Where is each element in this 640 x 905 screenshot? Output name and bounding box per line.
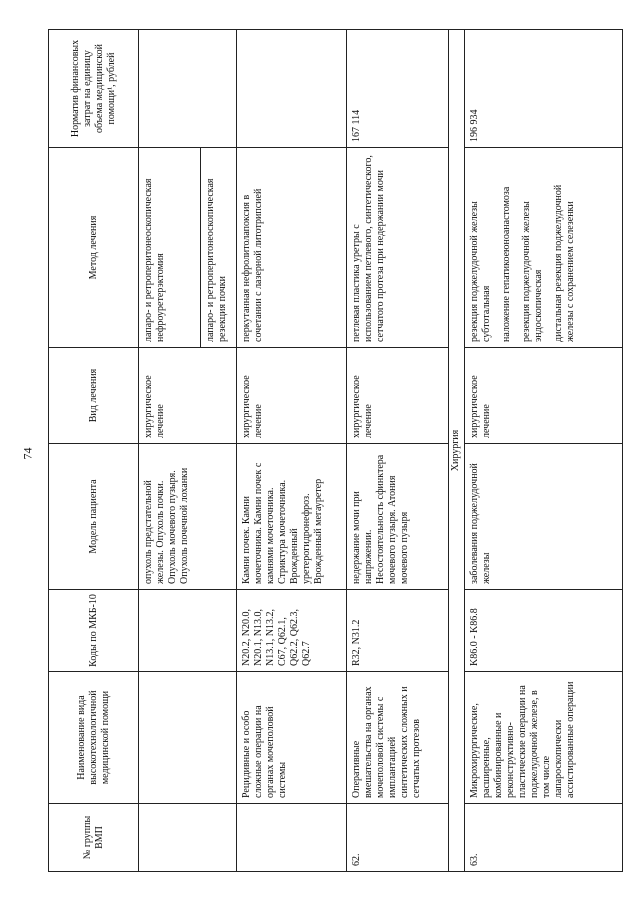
page-number: 74: [20, 447, 35, 460]
cell-norm: 196 934: [465, 30, 623, 148]
header-num: № группы ВМП: [49, 804, 139, 872]
section-row: [449, 30, 465, 872]
cell-codes: R32, N31.2: [347, 590, 449, 672]
cell-type: хирургическое лечение: [465, 348, 623, 444]
cell-num: 62.: [347, 804, 449, 872]
cell-method: перкутанная нефролитолапоксия в сочетании с лазерной литотрипсией: [237, 148, 347, 348]
table-row: [237, 30, 347, 872]
cell-type: хирургическое лечение: [237, 348, 347, 444]
section-title: Хирургия: [449, 30, 465, 872]
header-row: [49, 30, 139, 872]
cell-method: петлевая пластика уретры с использованием петлевого, синтетического, сетчатого протеза при недержании мочи: [347, 148, 449, 348]
cell-name: Оперативные вмешательства на органах мочеполовой системы с имплантацией синтетических сложных и сетчатых протезов: [347, 672, 449, 804]
cell-model: опухоль предстательной железы. Опухоль почки. Опухоль мочевого пузыря. Опухоль почечной лоханки: [139, 444, 237, 590]
cell-model: заболевания поджелудочной железы: [465, 444, 623, 590]
cell-type: хирургическое лечение: [347, 348, 449, 444]
cell-num: [139, 804, 237, 872]
table-row: [139, 30, 237, 872]
header-codes: Коды по МКБ-10: [49, 590, 139, 672]
header-method: Метод лечения: [49, 148, 139, 348]
cell-type: хирургическое лечение: [139, 348, 237, 444]
method-item: дистальная резекция поджелудочной железы с сохранением селезенки: [553, 184, 576, 342]
cell-codes: N20.2, N20.0, N20.1, N13.0, N13.1, N13.2, C67, Q62.1, Q62.2, Q62.3, Q62.7: [237, 590, 347, 672]
method-item: резекция поджелудочной железы субтотальная: [469, 201, 492, 342]
method-item: лапаро- и ретроперитонеоскопическая нефроуретерэктомия: [143, 178, 166, 342]
cell-method: [139, 148, 237, 348]
table-row: [465, 30, 623, 872]
header-norm: Норматив финансовых затрат на единицу объема медицинской помощи¹, рублей: [49, 30, 139, 148]
rotated-table-wrapper: [48, 30, 622, 872]
method-item: резекция поджелудочной железы эндоскопическая: [521, 201, 544, 342]
cell-norm: 167 114: [347, 30, 449, 148]
table-row: [347, 30, 449, 872]
cell-method: [465, 148, 623, 348]
cell-model: Камни почек. Камни мочеточника. Камни почек с камнями мочеточника. Стриктура мочеточника. Врожденный уретерогидронефроз. Врожденный мегауретер: [237, 444, 347, 590]
cell-name: Микрохирургические, расширенные, комбинированные и реконструктивно-пластические операции на поджелудочной железе, в том числе лапароскопически ассистированные операции: [465, 672, 623, 804]
cell-codes: K86.0 - K86.8: [465, 590, 623, 672]
cell-norm: [237, 30, 347, 148]
method-item: лапаро- и ретроперитонеоскопическая резекция почки: [200, 148, 233, 347]
vmp-table: [48, 29, 623, 872]
header-type: Вид лечения: [49, 348, 139, 444]
cell-codes: [139, 590, 237, 672]
method-item: наложение гепатикоеюноанастомоза: [501, 186, 512, 342]
cell-name: Рецидивные и особо сложные операции на органах мочеполовой системы: [237, 672, 347, 804]
cell-num: 63.: [465, 804, 623, 872]
cell-model: недержание мочи при напряжении. Несостоятельность сфинктера мочевого пузыря. Атония мочевого пузыря: [347, 444, 449, 590]
header-model: Модель пациента: [49, 444, 139, 590]
cell-num: [237, 804, 347, 872]
header-name: Наименование вида высокотехнологичной медицинской помощи: [49, 672, 139, 804]
cell-norm: [139, 30, 237, 148]
cell-name: [139, 672, 237, 804]
